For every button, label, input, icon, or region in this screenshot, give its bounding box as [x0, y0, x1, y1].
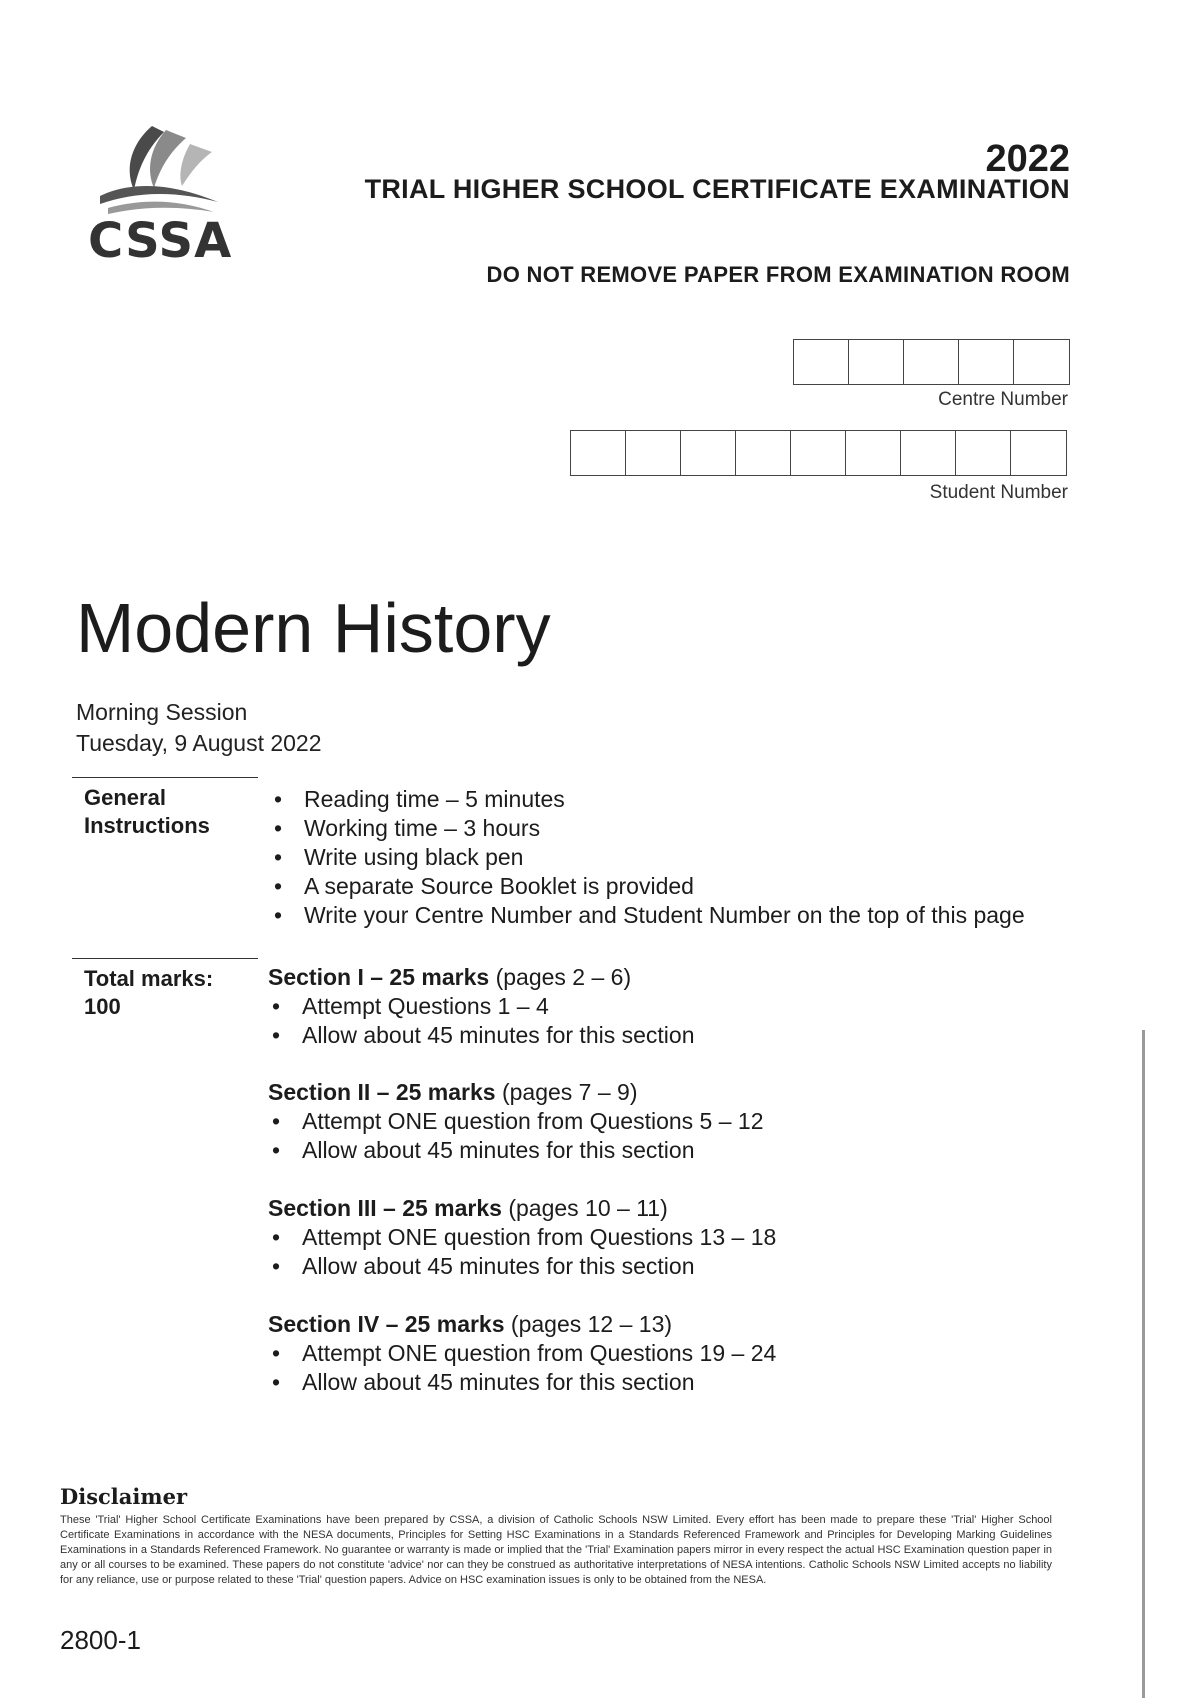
- student-digit-box[interactable]: [956, 431, 1011, 475]
- general-instructions-heading-line: General: [84, 785, 166, 810]
- general-instructions-list: [270, 785, 1100, 930]
- logo-wordmark: CSSA: [88, 213, 233, 269]
- session-name: Morning Session: [76, 699, 248, 725]
- section-instruction-item: • Allow about 45 minutes for this section: [268, 1136, 1098, 1165]
- section-title: [268, 1309, 1098, 1339]
- section-title-text: Section II – 25 marks: [268, 1079, 496, 1105]
- centre-digit-box[interactable]: [1014, 340, 1069, 384]
- instruction-item: • Reading time – 5 minutes: [270, 785, 1100, 814]
- student-digit-box[interactable]: [901, 431, 956, 475]
- cssa-logo: [88, 118, 238, 268]
- student-digit-box[interactable]: [791, 431, 846, 475]
- centre-digit-box[interactable]: [959, 340, 1014, 384]
- session-date: Tuesday, 9 August 2022: [76, 730, 322, 756]
- disclaimer-text: These 'Trial' Higher School Certificate Examinations have been prepared by CSSA, a division of Catholic Schools NSW Limited. Every effort has been made to prepare these 'Trial' Higher School Certificate Examinations in accordance with the NESA documents, Principles for Setting HSC Examinations in a Standards Referenced Framework and Principles for Developing Marking Guidelines Examinations in a Standards Referenced Framework. No guarantee or warranty is made or implied that the 'Trial' Examination papers mirror in every respect the actual HSC Examination question paper in any or all courses to be examined. These papers do not constitute 'advice' nor can they be construed as authoritative interpretations of NESA intentions. Catholic Schools NSW Limited accepts no liability for any reliance, use or purpose related to these 'Trial' question papers. Advice on HSC examination issues is only to be obtained from the NESA.: [60, 1514, 1052, 1586]
- section-instruction-item: • Attempt Questions 1 – 4: [268, 992, 1098, 1021]
- student-digit-box[interactable]: [626, 431, 681, 475]
- section-instruction-item: • Allow about 45 minutes for this section: [268, 1368, 1098, 1397]
- total-marks-label: Total marks:: [84, 966, 214, 991]
- section-pages: (pages 10 – 11): [501, 1195, 668, 1221]
- centre-digit-box[interactable]: [794, 340, 849, 384]
- section-title: [268, 962, 1098, 992]
- section-1: [268, 962, 1098, 1050]
- section-instruction-item: • Allow about 45 minutes for this section: [268, 1021, 1098, 1050]
- scan-edge-line: [1142, 1030, 1145, 1698]
- section-2: [268, 1077, 1098, 1165]
- section-instructions: [268, 1223, 1098, 1281]
- student-number-boxes[interactable]: [570, 430, 1067, 476]
- student-digit-box[interactable]: [571, 431, 626, 475]
- section-instruction-item: • Allow about 45 minutes for this section: [268, 1252, 1098, 1281]
- student-digit-box[interactable]: [736, 431, 791, 475]
- subject-title: Modern History: [76, 589, 551, 667]
- section-title-text: Section III – 25 marks: [268, 1195, 502, 1221]
- room-notice: DO NOT REMOVE PAPER FROM EXAMINATION ROOM: [486, 262, 1070, 287]
- student-digit-box[interactable]: [846, 431, 901, 475]
- centre-number-boxes[interactable]: [793, 339, 1070, 385]
- section-pages: (pages 7 – 9): [495, 1079, 638, 1105]
- section-4: [268, 1309, 1098, 1397]
- instruction-item: • Write using black pen: [270, 843, 1100, 872]
- leaf-swoosh-icon: [94, 118, 224, 218]
- instruction-item: • A separate Source Booklet is provided: [270, 872, 1100, 901]
- disclaimer-title: Disclaimer: [60, 1484, 188, 1509]
- student-digit-box[interactable]: [1011, 431, 1066, 475]
- student-number-label: Student Number: [929, 482, 1068, 503]
- general-instructions-heading-line: Instructions: [84, 813, 210, 838]
- section-title: [268, 1193, 1098, 1223]
- section-instructions: [268, 1107, 1098, 1165]
- section-instruction-item: • Attempt ONE question from Questions 5 – 12: [268, 1107, 1098, 1136]
- exam-title: TRIAL HIGHER SCHOOL CERTIFICATE EXAMINATION: [364, 174, 1070, 204]
- instruction-item: • Write your Centre Number and Student Number on the top of this page: [270, 901, 1100, 930]
- total-marks-value: 100: [84, 994, 121, 1019]
- section-title-text: Section IV – 25 marks: [268, 1311, 505, 1337]
- centre-digit-box[interactable]: [849, 340, 904, 384]
- total-marks-heading: [72, 958, 258, 1021]
- paper-code: 2800-1: [60, 1625, 141, 1655]
- section-instruction-item: • Attempt ONE question from Questions 13 – 18: [268, 1223, 1098, 1252]
- section-instructions: [268, 992, 1098, 1050]
- section-3: [268, 1193, 1098, 1281]
- session-info: [76, 697, 322, 759]
- section-title-text: Section I – 25 marks: [268, 964, 490, 990]
- exam-year: 2022: [985, 138, 1070, 180]
- section-title: [268, 1077, 1098, 1107]
- disclaimer-block: [60, 1484, 1052, 1588]
- section-instructions: [268, 1339, 1098, 1397]
- general-instructions-heading: [72, 777, 258, 840]
- section-pages: (pages 2 – 6): [489, 964, 632, 990]
- section-pages: (pages 12 – 13): [504, 1311, 673, 1337]
- centre-number-label: Centre Number: [938, 389, 1068, 410]
- student-digit-box[interactable]: [681, 431, 736, 475]
- centre-digit-box[interactable]: [904, 340, 959, 384]
- section-instruction-item: • Attempt ONE question from Questions 19 – 24: [268, 1339, 1098, 1368]
- instruction-item: • Working time – 3 hours: [270, 814, 1100, 843]
